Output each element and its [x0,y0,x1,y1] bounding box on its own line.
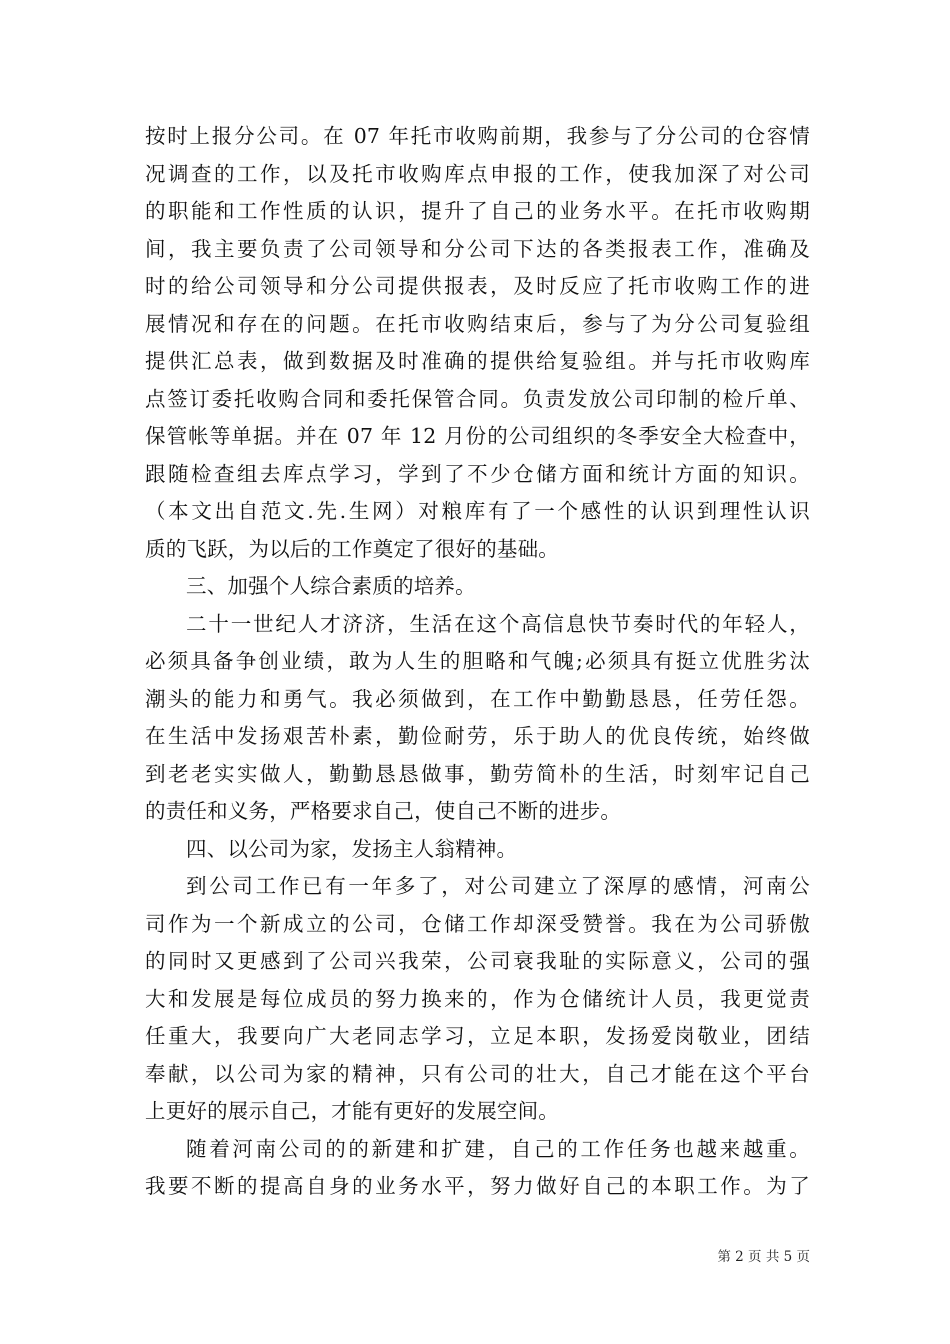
text-line: 司作为一个新成立的公司，仓储工作却深受赞誉。我在为公司骄傲 [145,911,810,936]
page-number-footer: 第 2 页 共 5 页 [717,1249,810,1265]
section-heading: 三、加强个人综合素质的培养。 [186,574,476,598]
text-line: 展情况和存在的问题。在托市收购结束后，参与了为分公司复验组 [145,311,810,336]
text-line: 保管帐等单据。并在 07 年 12 月份的公司组织的冬季安全大检查中， [145,424,810,448]
text-line: 到公司工作已有一年多了，对公司建立了深厚的感情，河南公 [186,874,810,898]
text-line: 潮头的能力和勇气。我必须做到，在工作中勤勤恳恳，任劳任怨。 [145,686,810,711]
text-line: 上更好的展示自己，才能有更好的发展空间。 [145,1099,559,1123]
text-line: 必须具备争创业绩，敢为人生的胆略和气魄;必须具有挺立优胜劣汰 [145,649,810,673]
text-line: 在生活中发扬艰苦朴素，勤俭耐劳，乐于助人的优良传统，始终做 [145,724,810,748]
text-line: 时的给公司领导和分公司提供报表，及时反应了托市收购工作的进 [145,274,810,298]
text-line: 的责任和义务，严格要求自己，使自己不断的进步。 [145,799,622,823]
text-line: 提供汇总表，做到数据及时准确的提供给复验组。并与托市收购库 [145,349,810,373]
text-line: 的职能和工作性质的认识，提升了自己的业务水平。在托市收购期 [145,199,810,223]
text-line: 我要不断的提高自身的业务水平，努力做好自己的本职工作。为了 [145,1174,810,1198]
text-line: 随着河南公司的的新建和扩建，自己的工作任务也越来越重。 [186,1136,810,1161]
text-line: 任重大，我要向广大老同志学习，立足本职，发扬爱岗敬业，团结 [145,1024,810,1048]
text-line: 质的飞跃，为以后的工作奠定了很好的基础。 [145,536,559,561]
text-line: 按时上报分公司。在 07 年托市收购前期，我参与了分公司的仓容情 [145,124,810,148]
section-heading: 四、以公司为家，发扬主人翁精神。 [186,836,518,861]
text-line: 跟随检查组去库点学习，学到了不少仓储方面和统计方面的知识。 [145,461,810,486]
text-line: （本文出自范文.先.生网）对粮库有了一个感性的认识到理性认识 [145,499,810,523]
text-line: 奉献，以公司为家的精神，只有公司的壮大，自己才能在这个平台 [145,1061,810,1086]
text-line: 大和发展是每位成员的努力换来的，作为仓储统计人员，我更觉责 [145,986,810,1011]
text-line: 况调查的工作，以及托市收购库点申报的工作，使我加深了对公司 [145,161,810,186]
text-line: 二十一世纪人才济济，生活在这个高信息快节奏时代的年轻人， [186,611,810,636]
text-line: 点签订委托收购合同和委托保管合同。负责发放公司印制的检斤单、 [145,386,810,411]
text-line: 到老老实实做人，勤勤恳恳做事，勤劳简朴的生活，时刻牢记自己 [145,761,810,786]
text-line: 的同时又更感到了公司兴我荣，公司衰我耻的实际意义，公司的强 [145,949,810,973]
body-text [145,118,810,1206]
text-line: 间，我主要负责了公司领导和分公司下达的各类报表工作，准确及 [145,236,810,261]
